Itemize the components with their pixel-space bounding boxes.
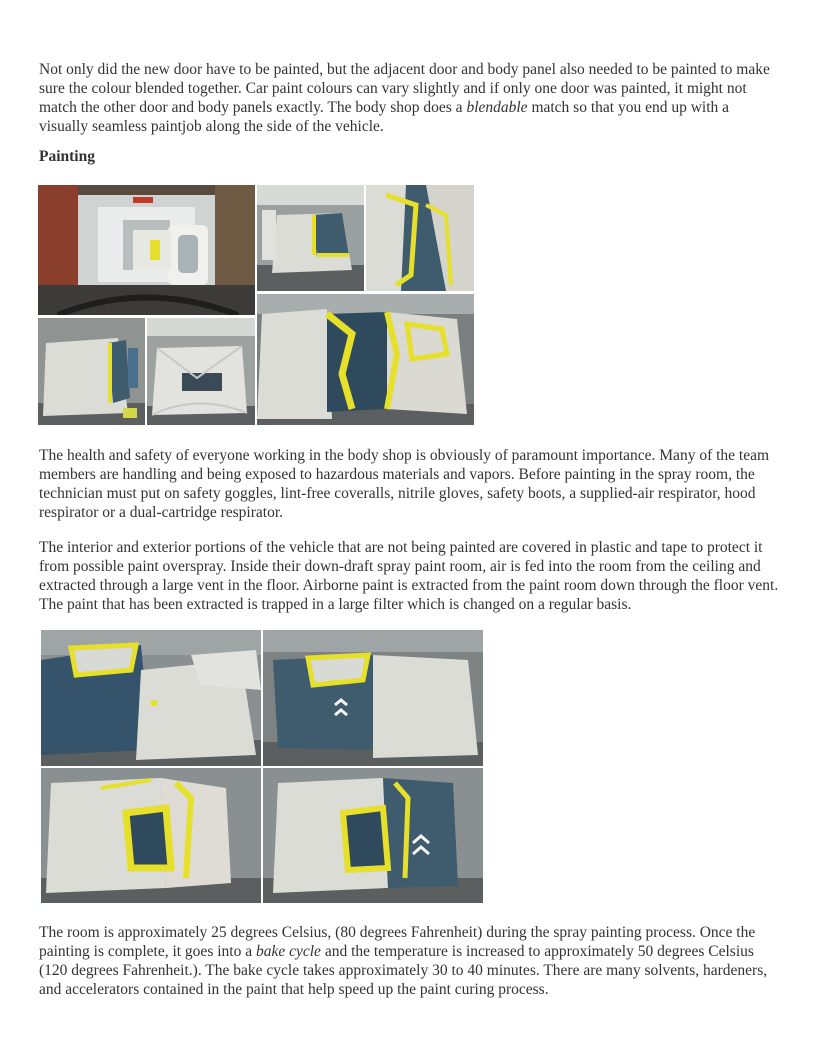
photo-rear-masked bbox=[38, 318, 145, 425]
photo-rear-taped bbox=[41, 768, 261, 903]
photo-masked-car-side bbox=[257, 185, 364, 291]
photo-masked-side-large bbox=[257, 294, 474, 425]
paragraph-blend bbox=[39, 60, 779, 136]
photo-spray-booth bbox=[38, 185, 255, 315]
photo-painted-side bbox=[263, 630, 483, 766]
photo-door-opening bbox=[366, 185, 474, 291]
photo-rear-painted bbox=[263, 768, 483, 903]
emphasis-text: bake cycle bbox=[255, 943, 321, 960]
paragraph-text: The room is approximately 25 degrees Celsius, (80 degrees Fahrenheit) during the spray painting process. Once the painting is complete, it goes into a bbox=[39, 924, 756, 960]
paragraph-bake bbox=[39, 923, 779, 999]
photo-masked-front bbox=[41, 630, 261, 766]
paragraph-safety: The health and safety of everyone working in the body shop is obviously of paramount importance. Many of the team members are handling and being exposed to hazardous materials and vapors. Before painting in the spray room, the technician must put on safety goggles, lint-free coveralls, nitrile gloves, safety boots, a supplied-air respirator, hood respirator or a dual-cartridge respirator. bbox=[39, 447, 770, 521]
emphasis-text: blendable bbox=[466, 99, 528, 116]
paragraph-text: Not only did the new door have to be painted, but the adjacent door and body panel also needed to be painted to make sure the colour blended together. Car paint colours can vary slightly and if only one door was painted, it might not match the other door and body panels exactly. The body shop does a bbox=[39, 61, 770, 116]
section-heading: Painting bbox=[39, 148, 95, 165]
paragraph-text: and the temperature is increased to approximately 50 degrees Celsius (120 degrees Fahrenheit.). The bake cycle takes approximately 30 to 40 minutes. There are many solvents, hardeners, and accelerators contained in the paint that help speed up the paint curing process. bbox=[39, 943, 768, 998]
photo-car-in-plastic bbox=[147, 318, 255, 425]
paragraph-text: match so that you end up with a visually seamless paintjob along the side of the vehicle. bbox=[39, 99, 730, 135]
paragraph-masking: The interior and exterior portions of the vehicle that are not being painted are covered in plastic and tape to protect it from possible paint overspray. Inside their down-draft spray paint room, air is fed into the room from the ceiling and extracted through a large vent in the floor. Airborne paint is extracted from the paint room down through the floor vent. The paint that has been extracted is trapped in a large filter which is changed on a regular basis. bbox=[39, 539, 779, 613]
